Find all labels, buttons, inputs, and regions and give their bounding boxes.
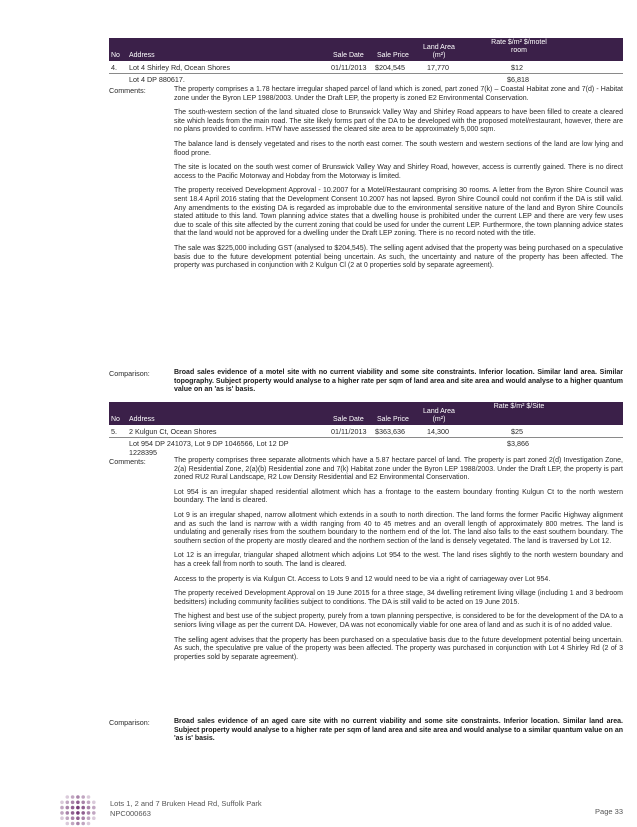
logo-dot [76, 795, 80, 799]
comment-paragraph: The property received Development Approval - 10.2007 for a Motel/Restaurant comprising 30 rooms. A letter from the Byron Shire Council was sent 18.4 April 2016 stating that the Development Consent 10.2007 has not lapsed. Byron Shire Council could not confirm if the DA is still valid. Any amendments to the existing DA is regarded as improbable due to the environmental sensitive nature of the land and Byron Shire Councils stated attitude to this land. Town planning advice states that a dwelling house is prohibited under the current LEP and there are very few uses due to scale of this site affected by the current zoning that could be used for under the current LEP. Furthermore, the town planning advice states that the land would not be approved for a dwelling under the Draft LEP zoning. There is no record noted with the title. [174, 187, 623, 238]
table-header [109, 402, 623, 425]
logo-dot [66, 795, 70, 799]
lot-description: Lot 4 DP 880617. [129, 75, 185, 84]
logo-dot [76, 811, 80, 815]
comment-paragraph: The site is located on the south west corner of Brunswick Valley Way and Shirley Road, however, access is currently gained. There is no direct access to the Pacific Motorway and Hobday from the Motorway is limited. [174, 164, 623, 180]
comment-paragraph: The property comprises a 1.78 hectare irregular shaped parcel of land which is zoned, part zoned 7(k) – Coastal Habitat zone and 7(d) - Habitat zone under the Byron LEP 1988/2003. Under the Draft LEP, the property is zoned E2 Environmental Conservation. [174, 86, 623, 102]
comparison-text: Broad sales evidence of an aged care site with no current viability and some site constraints. Inferior location. Similar land area. Subject property would analyse to a higher rate per sqm of land area and site area and would analyse to a similar quantum value on an 'as is' basis. [174, 718, 623, 743]
sale-no: 5. [111, 427, 117, 436]
comment-paragraph: The balance land is densely vegetated and rises to the north east corner. The south western and western sections of the land are low lying and flood prone. [174, 140, 623, 157]
sale-address: 2 Kulgun Ct, Ocean Shores [129, 427, 217, 436]
logo-dot [71, 816, 75, 820]
page-number: Page 33 [595, 807, 623, 816]
sale-row [109, 62, 623, 73]
lot-row [109, 438, 623, 458]
logo-dot [66, 806, 70, 810]
comments-label: Comments: [109, 86, 146, 95]
header-no: No [111, 52, 120, 59]
comparison-label: Comparison: [109, 369, 150, 378]
comment-paragraph: The property received Development Approval on 19 June 2015 for a three stage, 34 dwelling retirement living village (including 1 and 3 bedroom bedsitters) including community facilities subject to conditions. The DA is still valid to be acted on 19 June 2015. [174, 590, 623, 606]
logo-dot [81, 816, 85, 820]
header-sale-date: Sale Date [333, 52, 364, 59]
logo-dot [92, 801, 96, 805]
comparison-text: Broad sales evidence of a motel site with no current viability and some site constraints. Inferior location. Similar land area. Similar topography. Subject property would analyse to a higher rate per sqm of land area and site area and would analyse to a higher quantum value on an 'as is' basis. [174, 369, 623, 394]
comparison-label: Comparison: [109, 718, 150, 727]
comment-paragraph: Lot 12 is an irregular, triangular shaped allotment which adjoins Lot 954 to the west. The land rises slightly to the north western boundary and has a creek fall from north to south. The land is cleared. [174, 552, 623, 568]
lot-description: Lot 954 DP 241073, Lot 9 DP 1046566, Lot 12 DP 1228395 [129, 439, 289, 457]
footer-text [110, 799, 262, 818]
sale-price: $204,545 [375, 63, 405, 72]
comments-text [174, 86, 623, 277]
sale-date: 01/11/2013 [331, 427, 367, 436]
comment-paragraph: Access to the property is via Kulgun Ct. Access to Lots 9 and 12 would need to be via a right of carriageway over Lot 954. [174, 575, 551, 583]
logo-dot [87, 816, 91, 820]
land-area: 14,300 [427, 427, 449, 436]
table-header [109, 38, 623, 61]
comment-paragraph: The highest and best use of the subject property, purely from a town planning perspective, is considered to be for the development of the DA to a seniors living village as per the current DA. However, DA was not economically viable for one area of land and as such it is of no added value. [174, 613, 623, 629]
logo-dot [66, 816, 70, 820]
logo-dot [76, 816, 80, 820]
logo-dot [92, 806, 96, 810]
logo-dot [71, 801, 75, 805]
logo-dot [87, 801, 91, 805]
logo-dot [66, 811, 70, 815]
rate-per-site: $3,866 [507, 439, 529, 448]
sale-5-table [109, 402, 623, 458]
comment-paragraph: The selling agent advises that the property has been purchased on a speculative basis due to the future development potential being uncertain. As such, the speculative pre value of the property was been affected. The property was purchased in conjunction with Lot 4 Shirley Rd (2 of 3 properties sold by separate agreement). [174, 636, 623, 661]
logo-dot [71, 795, 75, 799]
logo-dot [66, 801, 70, 805]
header-land-area: Land Area (m²) [423, 408, 455, 423]
comment-paragraph: The sale was $225,000 including GST (analysed to $204,545). The selling agent advised that the property was being purchased on a speculative basis due to the future development potential being uncertain. As such, the uncertainty and nature of the property has been affected. The property was purchased in conjunction with 2 Kulgun Cl (2 at 0 properties sold by separate agreement). [174, 244, 623, 270]
rate: $25 [511, 427, 523, 436]
sale-row [109, 426, 623, 437]
footer-reference: NPC000663 [110, 808, 151, 818]
sale-no: 4. [111, 63, 117, 72]
comment-paragraph: The south-western section of the land situated close to Brunswick Valley Way and Shirley Road appears to have been filled to create a cleared site which leads from the main road. The site likely forms part of the DA to be developed with the proposed motel/restaurant, however, there are no plans provided to confirm. HTW have assessed the cleared site area to be approximately 5,000 sqm. [174, 109, 623, 134]
rate-per-room: $6,818 [507, 75, 529, 84]
footer-property: Lots 1, 2 and 7 Bruken Head Rd, Suffolk Park [110, 799, 262, 808]
header-sale-date: Sale Date [333, 416, 364, 423]
header-sale-price: Sale Price [377, 416, 409, 423]
logo-dot [76, 801, 80, 805]
logo-dot [71, 806, 75, 810]
logo-dot [81, 795, 85, 799]
logo-dot [60, 811, 64, 815]
sale-date: 01/11/2013 [331, 63, 367, 72]
sale-4-table [109, 38, 623, 85]
header-no: No [111, 416, 120, 423]
sale-address: Lot 4 Shirley Rd, Ocean Shores [129, 63, 231, 72]
land-area: 17,770 [427, 63, 449, 72]
logo-dot [71, 811, 75, 815]
logo-dot [87, 806, 91, 810]
logo-dot [60, 806, 64, 810]
logo-dot [76, 806, 80, 810]
header-land-area: Land Area (m²) [423, 44, 455, 59]
header-rate: Rate $/m² $/Site [493, 403, 545, 410]
header-address: Address [129, 52, 155, 59]
header-rate: Rate $/m² $/motel room [491, 39, 547, 54]
logo-dot [60, 816, 64, 820]
comment-paragraph: Lot 954 is an irregular shaped residential allotment which has a frontage to the eastern boundary fronting Kulgun Ct to the north western boundary. The land is cleared. [174, 488, 623, 505]
header-sale-price: Sale Price [377, 52, 409, 59]
comments-text [174, 457, 623, 668]
page-footer [58, 793, 623, 823]
logo-dot [92, 816, 96, 820]
comment-paragraph: The property comprises three separate allotments which have a 5.87 hectare parcel of land. The property is part zoned 2(d) Investigation Zone, 2(a) Residential Zone, 2(a)(b) Residential zone and 7(k) Habitat zone under the Byron LEP 1988/2003. Under the Draft LEP, the property is part zoned RU2 Rural Landscape, R2 Low Density Residential and E2 Environmental Conservation. [174, 457, 623, 482]
logo-dot [92, 811, 96, 815]
comment-paragraph: Lot 9 is an irregular shaped, narrow allotment which extends in a south to north direction. The land forms the former Pacific Highway alignment and as such the land is narrow with a width ranging from 40 to 45 metres and an overall length of approximately 800 metres. The land is undulating and generally rises from the southern boundary to the northern end of the lot. The land also falls to the east southern boundary. The southern section of the property are mostly cleared and the northern section of the land is densely vegetated. The land is traversed by Lot 12. [174, 511, 623, 545]
logo-dot [60, 801, 64, 805]
comments-label: Comments: [109, 457, 146, 466]
logo-dot [81, 811, 85, 815]
logo-dot [81, 801, 85, 805]
header-address: Address [129, 416, 155, 423]
logo-dot [87, 811, 91, 815]
logo-dot [81, 806, 85, 810]
rate: $12 [511, 63, 523, 72]
company-logo-icon [58, 793, 98, 827]
lot-row [109, 74, 623, 85]
logo-dot [87, 795, 91, 799]
sale-price: $363,636 [375, 427, 405, 436]
